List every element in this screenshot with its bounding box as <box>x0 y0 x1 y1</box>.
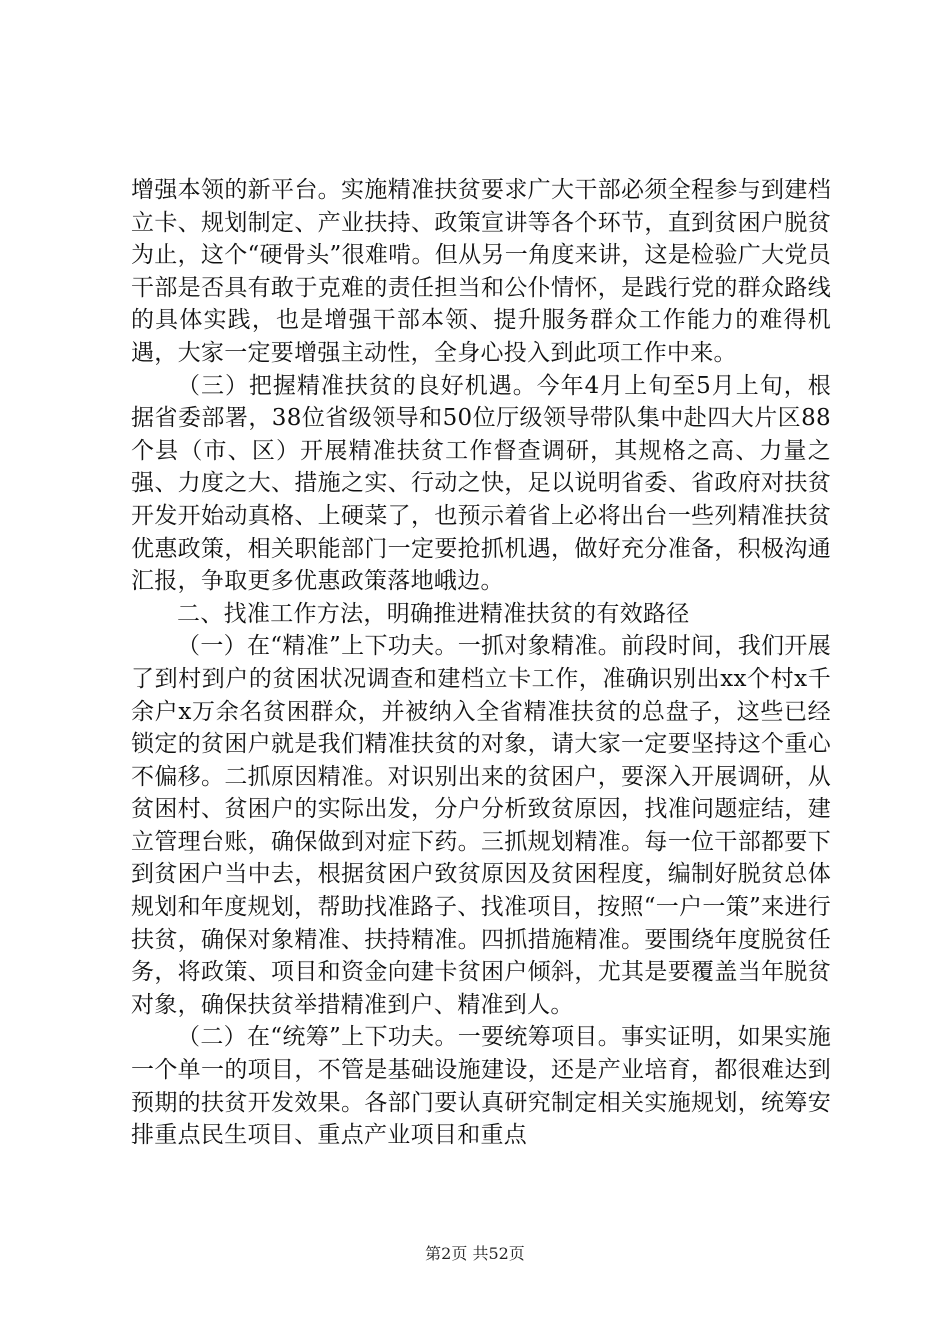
paragraph: （二）在“统筹”上下功夫。一要统筹项目。事实证明，如果实施一个单一的项目，不管是基础设施建设，还是产业培育，都很难达到预期的扶贫开发效果。各部门要认真研究制定相关实施规划，统筹安排重点民生项目、重点产业项目和重点 <box>131 1024 831 1149</box>
paragraph: （三）把握精准扶贫的良好机遇。今年4月上旬至5月上旬，根据省委部署，38位省级领导和50位厅级领导带队集中赴四大片区88个县（市、区）开展精准扶贫工作督查调研，其规格之高、力量之强、力度之大、措施之实、行动之快，足以说明省委、省政府对扶贫开发开始动真格、上硬菜了，也预示着省上必将出台一些列精准扶贫优惠政策，相关职能部门一定要抢抓机遇，做好充分准备，积极沟通汇报，争取更多优惠政策落地峨边。 <box>131 372 831 595</box>
section-heading: 二、找准工作方法，明确推进精准扶贫的有效路径 <box>177 600 690 627</box>
page-number-footer: 第2页 共52页 <box>425 1244 525 1263</box>
paragraph: 增强本领的新平台。实施精准扶贫要求广大干部必须全程参与到建档立卡、规划制定、产业扶持、政策宣讲等各个环节，直到贫困户脱贫为止，这个“硬骨头”很难啃。但从另一角度来讲，这是检验广大党员干部是否具有敢于克难的责任担当和公仆情怀，是践行党的群众路线的具体实践，也是增强干部本领、提升服务群众工作能力的难得机遇，大家一定要增强主动性，全身心投入到此项工作中来。 <box>131 177 831 366</box>
document-body <box>131 174 831 1152</box>
paragraph: （一）在“精准”上下功夫。一抓对象精准。前段时间，我们开展了到村到户的贫困状况调查和建档立卡工作，准确识别出xx个村x千余户x万余名贫困群众，并被纳入全省精准扶贫的总盘子，这些已经锁定的贫困户就是我们精准扶贫的对象，请大家一定要坚持这个重心不偏移。二抓原因精准。对识别出来的贫困户，要深入开展调研，从贫困村、贫困户的实际出发，分户分析致贫原因，找准问题症结，建立管理台账，确保做到对症下药。三抓规划精准。每一位干部都要下到贫困户当中去，根据贫困户致贫原因及贫困程度，编制好脱贫总体规划和年度规划，帮助找准路子、找准项目，按照“一户一策”来进行扶贫，确保对象精准、扶持精准。四抓措施精准。要围绕年度脱贫任务，将政策、项目和资金向建卡贫困户倾斜，尤其是要覆盖当年脱贫对象，确保扶贫举措精准到户、精准到人。 <box>131 633 831 1018</box>
